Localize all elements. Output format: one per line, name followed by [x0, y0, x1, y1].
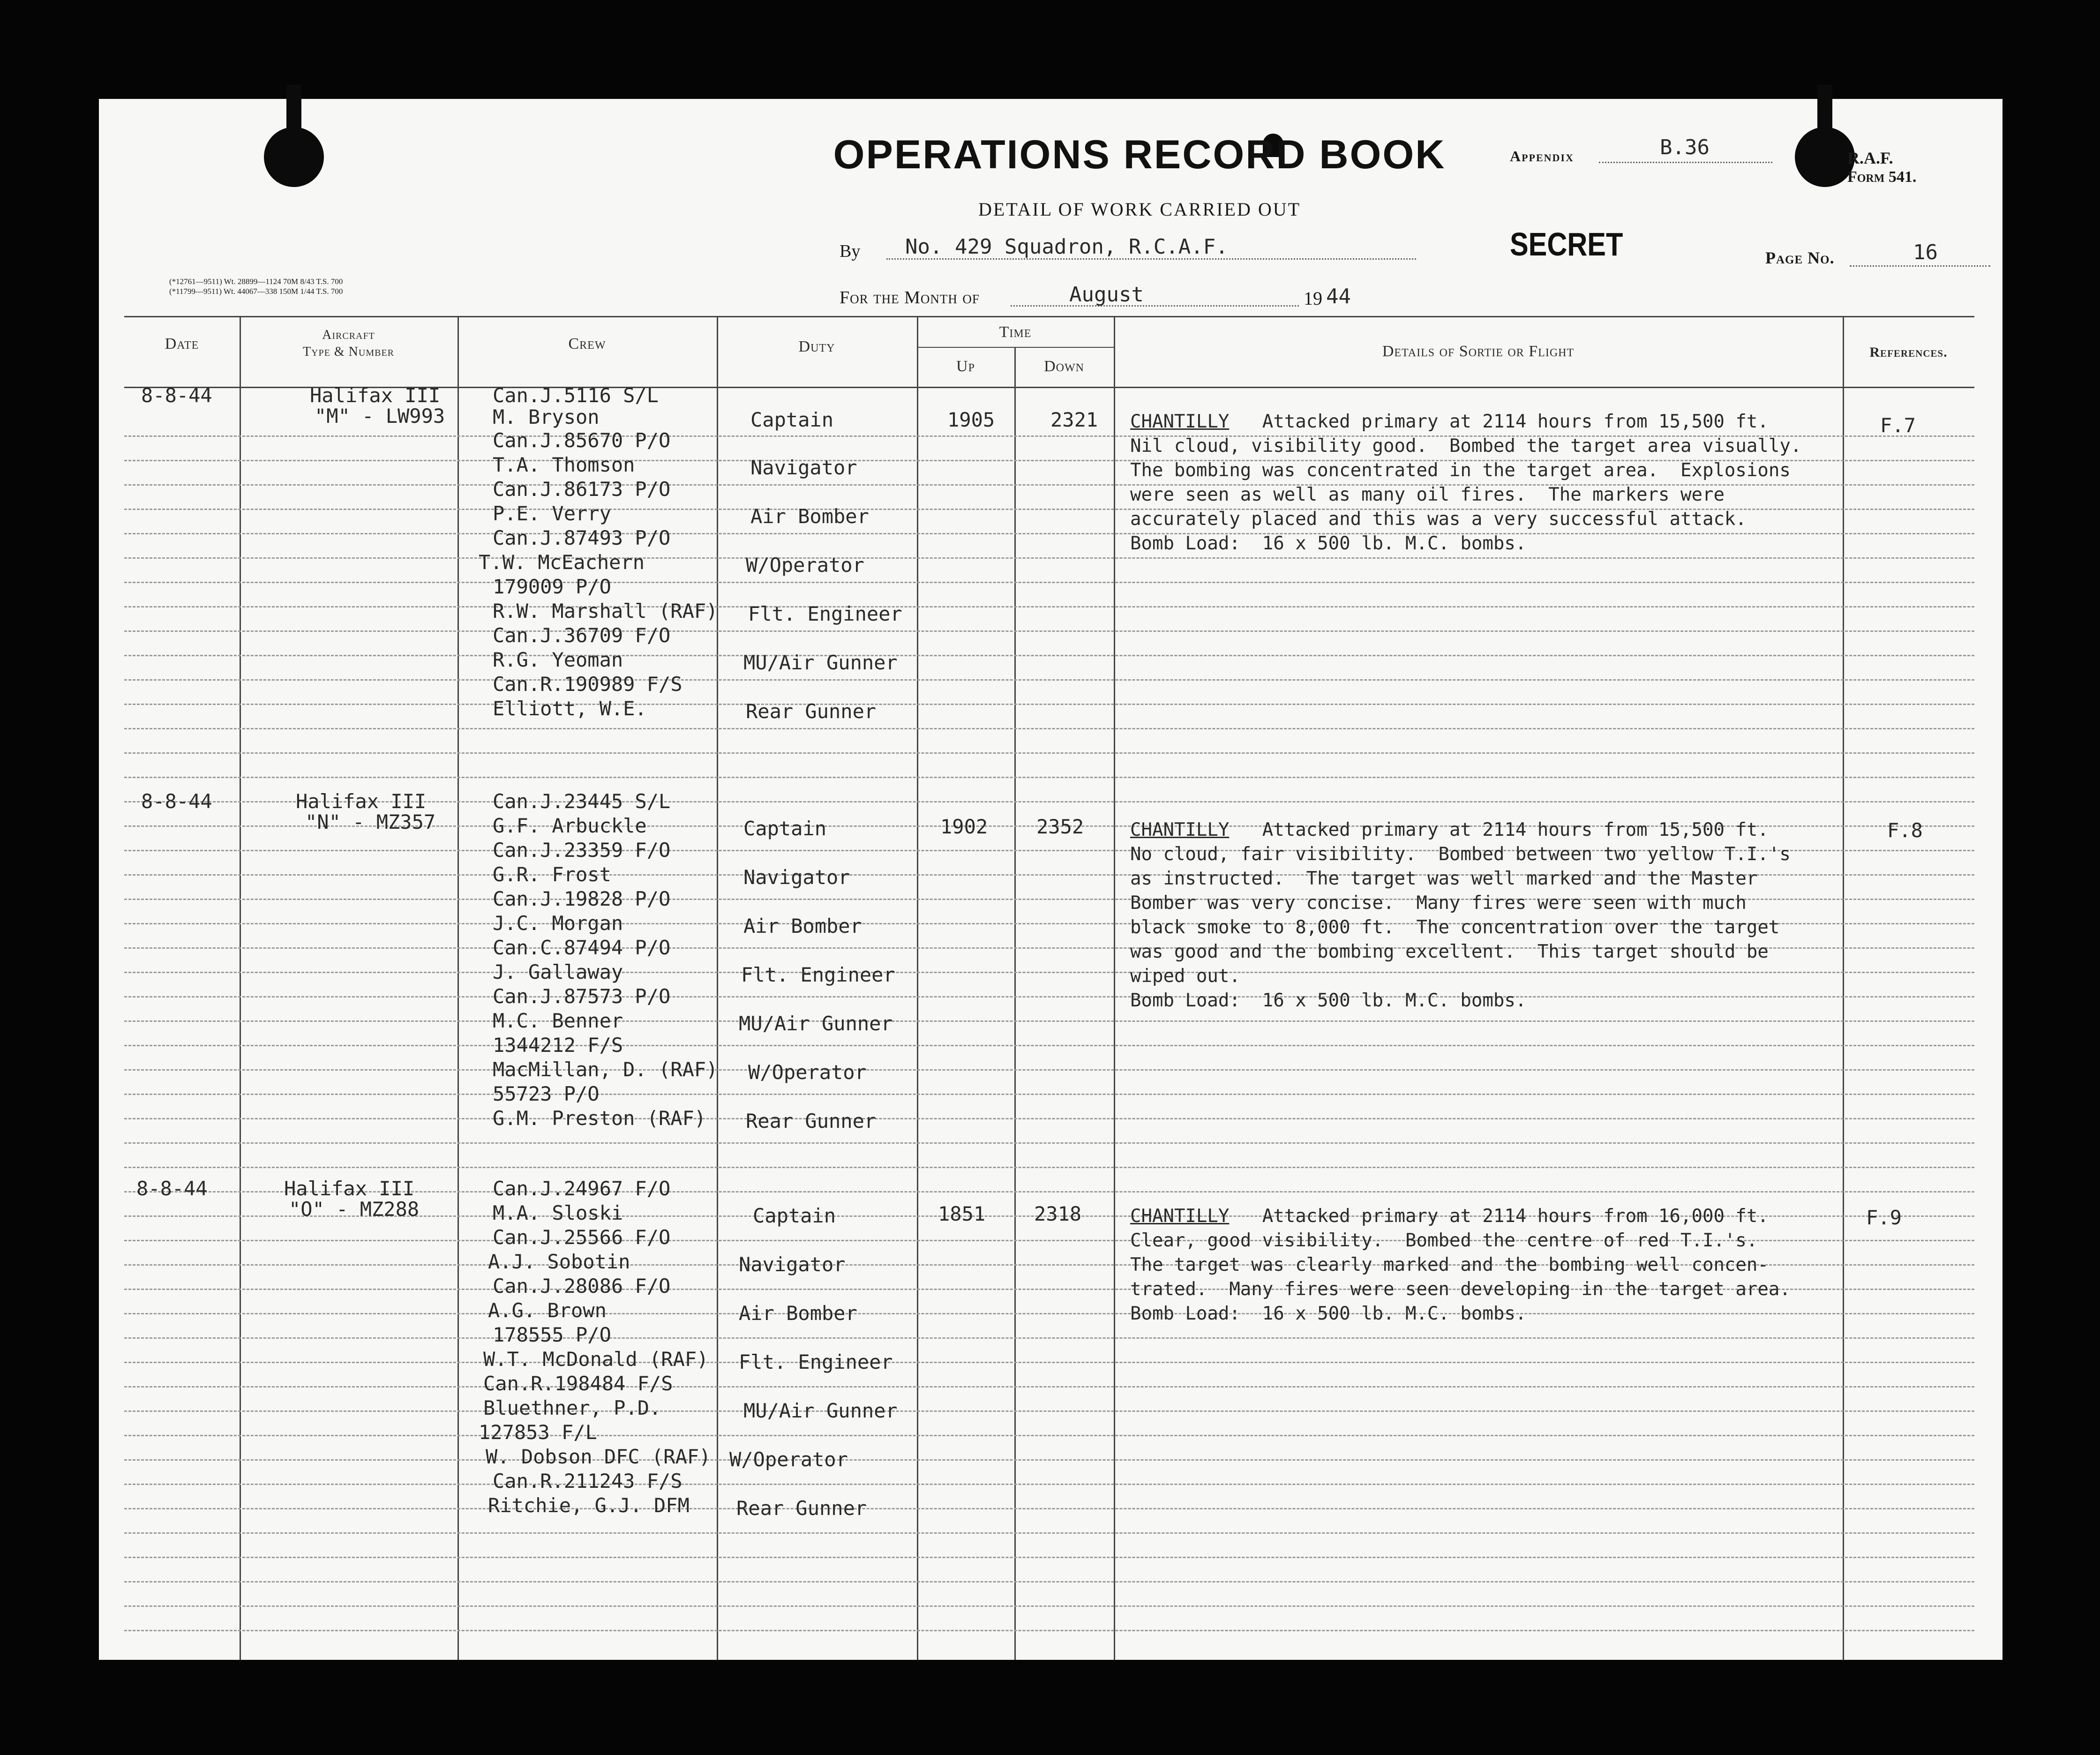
form-line-2: Form 541. [1847, 168, 1917, 186]
ruled-line [124, 1020, 1974, 1022]
sortie-details [1130, 410, 1946, 556]
crew-name: W.T. McDonald (RAF) [483, 1348, 709, 1371]
crew-duty: Rear Gunner [746, 700, 877, 723]
sortie-narrative: Attacked primary at 2114 hours from 15,500 ft. Nil cloud, visibility good. Bombed the target area visually. The bombing was concentrated in the target area. Explosions were seen as well as many oil fires. The markers were accurately placed and this was a very successful attack. Bomb Load: 16 x 500 lb. M.C. bombs. [1130, 411, 1802, 554]
appendix-label: Appendix [1510, 148, 1574, 165]
ruled-line [124, 1532, 1974, 1534]
crew-name: R.W. Marshall (RAF) [493, 600, 718, 622]
crew-name: A.G. Brown [488, 1299, 607, 1322]
ruled-line [124, 1167, 1974, 1168]
crew-service: Can.J.23445 S/L [493, 790, 671, 813]
entry-date: 8-8-44 [141, 790, 212, 813]
crew-name: M.C. Benner [493, 1009, 623, 1032]
crew-name: T.W. McEachern [479, 551, 645, 574]
crew-service: Can.J.85670 P/O [493, 429, 671, 452]
col-header-time: Time [999, 323, 1032, 341]
crew-duty: MU/Air Gunner [743, 1399, 898, 1422]
crew-name: R.G. Yeoman [493, 648, 623, 671]
page-dotted-rule [1850, 265, 1990, 267]
aircraft-type: Halifax III [310, 384, 441, 407]
crew-name: A.J. Sobotin [488, 1250, 630, 1273]
crew-service: 178555 P/O [493, 1323, 611, 1346]
crew-service: Can.J.87493 P/O [493, 526, 671, 549]
crew-service: 179009 P/O [493, 575, 611, 598]
month-value: August [1069, 283, 1144, 307]
month-dotted-rule [1011, 305, 1299, 307]
ruled-line [124, 1094, 1974, 1095]
ruled-line [124, 655, 1974, 656]
ruled-line [124, 752, 1974, 754]
col-header-crew: Crew [568, 335, 606, 352]
crew-name: P.E. Verry [493, 502, 611, 525]
crew-service: Can.R.211243 F/S [493, 1470, 682, 1492]
ruled-line [124, 1605, 1974, 1607]
crew-service: Can.J.28086 F/O [493, 1275, 671, 1298]
crew-name: MacMillan, D. (RAF) [493, 1058, 718, 1081]
year-suffix: 44 [1326, 285, 1351, 308]
ruled-line [124, 1362, 1974, 1363]
crew-name: Elliott, W.E. [493, 697, 647, 720]
crew-duty: Rear Gunner [736, 1497, 867, 1520]
crew-duty: MU/Air Gunner [739, 1012, 893, 1035]
crew-duty: Navigator [739, 1253, 846, 1276]
ruled-line [124, 1410, 1974, 1412]
crew-duty: Rear Gunner [746, 1110, 877, 1132]
page-subtitle: DETAIL OF WORK CARRIED OUT [978, 199, 1301, 220]
crew-name: J.C. Morgan [493, 912, 623, 935]
month-label: For the Month of [840, 288, 980, 308]
crew-service: 1344212 F/S [493, 1034, 623, 1057]
col-header-down: Down [1044, 358, 1084, 375]
crew-name: G.R. Frost [493, 863, 611, 886]
ruled-line [124, 606, 1974, 608]
crew-duty: Captain [743, 817, 827, 840]
crew-name: G.M. Preston (RAF) [493, 1107, 706, 1130]
ruled-line [124, 1484, 1974, 1485]
crew-service: Can.J.86173 P/O [493, 478, 671, 501]
ruled-line [124, 1045, 1974, 1046]
crew-name: G.F. Arbuckle [493, 814, 647, 837]
ruled-line [124, 1337, 1974, 1339]
aircraft-type: Halifax III [284, 1177, 415, 1200]
crew-service: Can.J.23359 F/O [493, 839, 671, 862]
entry-date: 8-8-44 [141, 384, 212, 407]
secret-stamp: SECRET [1510, 226, 1623, 262]
form-line-1: R.A.F. [1847, 149, 1893, 167]
crew-duty: Captain [753, 1204, 836, 1227]
col-header-up: Up [956, 358, 975, 375]
crew-name: Ritchie, G.J. DFM [488, 1494, 690, 1517]
crew-duty: Air Bomber [750, 505, 869, 528]
col-divider-crew [717, 316, 718, 1660]
entry-date: 8-8-44 [136, 1177, 208, 1200]
ruled-line [124, 1435, 1974, 1436]
ruled-line [124, 704, 1974, 705]
crew-duty: Air Bomber [739, 1302, 857, 1325]
target-name: CHANTILLY [1130, 411, 1230, 432]
ruled-line [124, 1508, 1974, 1509]
aircraft-number: "N" - MZ357 [305, 810, 436, 833]
col-header-duty: Duty [798, 338, 835, 355]
crew-name: Bluethner, P.D. [483, 1396, 661, 1419]
ruled-line [124, 582, 1974, 583]
page-number: 16 [1913, 240, 1938, 264]
reference-code: F.7 [1880, 414, 1916, 437]
col-header-aircraft-l2: Type & Number [302, 345, 394, 359]
time-up: 1902 [940, 815, 988, 838]
sortie-narrative: Attacked primary at 2114 hours from 15,500 ft. No cloud, fair visibility. Bombed between two yellow T.I.'s as instructed. The target was well marked and the Master Bomber was very concise. Many fires were seen with much black smoke to 8,000 ft. The concentration over the target was good and the bombing excellent. This target should be wiped out. Bomb Load: 16 x 500 lb. M.C. bombs. [1130, 819, 1791, 1011]
crew-duty: W/Operator [746, 554, 864, 577]
col-divider-down [1114, 316, 1115, 1660]
time-down: 2321 [1050, 408, 1098, 431]
binder-hole-left [264, 127, 324, 187]
ruled-line [124, 557, 1974, 559]
ruled-line [124, 1581, 1974, 1582]
ruled-line [124, 728, 1974, 729]
sortie-details [1130, 818, 1946, 1013]
crew-name: T.A. Thomson [493, 453, 635, 476]
target-name: CHANTILLY [1130, 1206, 1230, 1227]
reference-code: F.9 [1866, 1206, 1902, 1229]
crew-name: M. Bryson [493, 405, 600, 428]
ruled-line [124, 777, 1974, 778]
crew-duty: Flt. Engineer [739, 1350, 893, 1373]
crew-service: Can.J.19828 P/O [493, 887, 671, 910]
crew-name: M.A. Sloski [493, 1201, 623, 1224]
ruled-line [124, 1557, 1974, 1558]
crew-duty: W/Operator [748, 1061, 867, 1084]
record-sheet [99, 99, 2002, 1660]
col-divider-up [1014, 347, 1016, 1660]
ruled-line [124, 1459, 1974, 1461]
crew-service: Can.R.198484 F/S [483, 1372, 673, 1395]
crew-service: Can.J.87573 P/O [493, 985, 671, 1008]
crew-duty: Navigator [743, 866, 850, 889]
crew-duty: Navigator [750, 456, 857, 479]
time-up: 1905 [947, 408, 995, 431]
aircraft-number: "M" - LW993 [315, 405, 445, 428]
crew-duty: Air Bomber [743, 915, 862, 938]
time-up: 1851 [938, 1202, 986, 1225]
squadron-value: No. 429 Squadron, R.C.A.F. [905, 235, 1228, 259]
table-top-rule [124, 316, 1974, 317]
reference-code: F.8 [1887, 819, 1923, 842]
time-down: 2318 [1034, 1202, 1082, 1225]
ruled-line [124, 1142, 1974, 1144]
crew-duty: W/Operator [729, 1448, 848, 1471]
year-prefix: 19 [1304, 288, 1322, 309]
crew-service: Can.J.25566 F/O [493, 1226, 671, 1249]
sortie-narrative: Attacked primary at 2114 hours from 16,000 ft. Clear, good visibility. Bombed the centre of red T.I.'s. The target was clearly marked and the bombing well concen- trated. Many fires were seen developing in the target area. Bomb Load: 16 x 500 lb. M.C. bombs. [1130, 1206, 1791, 1324]
ruled-line [124, 1069, 1974, 1071]
crew-duty: Flt. Engineer [748, 602, 902, 625]
col-header-references: References. [1869, 345, 1948, 360]
crew-duty: MU/Air Gunner [743, 651, 898, 674]
aircraft-number: "O" - MZ288 [289, 1198, 420, 1221]
col-divider-aircraft [458, 316, 459, 1660]
col-divider-duty [917, 316, 918, 1660]
appendix-value: B.36 [1660, 135, 1710, 159]
by-label: By [840, 241, 861, 261]
crew-service: Can.J.36709 F/O [493, 624, 671, 647]
col-header-details: Details of Sortie or Flight [1382, 343, 1575, 360]
crew-name: J. Gallaway [493, 960, 623, 983]
sortie-details [1130, 1204, 1946, 1326]
crew-service: Can.C.87494 P/O [493, 936, 671, 959]
crew-service: 55723 P/O [493, 1082, 600, 1105]
target-name: CHANTILLY [1130, 819, 1230, 840]
page-label: Page No. [1765, 248, 1835, 267]
ruled-line [124, 679, 1974, 681]
col-header-aircraft-l1: Aircraft [322, 328, 375, 342]
ruled-line [124, 1386, 1974, 1388]
crew-service: Can.J.5116 S/L [493, 384, 659, 407]
crew-service: Can.J.24967 F/O [493, 1177, 671, 1200]
page-title: OPERATIONS RECORD BOOK [833, 132, 1446, 177]
ruled-line [124, 1630, 1974, 1631]
crew-name: W. Dobson DFC (RAF) [486, 1445, 711, 1468]
printer-code-1: (*12761—9511) Wt. 28899—1124 70M 8/43 T.S. 700 [169, 277, 343, 286]
aircraft-type: Halifax III [296, 790, 427, 813]
crew-duty: Flt. Engineer [741, 963, 895, 986]
printer-code-2: (*11799—9511) Wt. 44067—338 150M 1/44 T.S. 700 [169, 287, 343, 296]
ruled-line [124, 630, 1974, 632]
ruled-line [124, 1118, 1974, 1119]
col-divider-date [240, 316, 241, 1660]
crew-service: 127853 F/L [479, 1421, 597, 1444]
binder-hole-right [1795, 127, 1855, 187]
col-header-date: Date [165, 335, 199, 352]
crew-duty: Captain [750, 408, 834, 431]
time-down: 2352 [1036, 815, 1084, 838]
crew-service: Can.R.190989 F/S [493, 673, 682, 696]
appendix-dotted-rule [1599, 162, 1772, 163]
